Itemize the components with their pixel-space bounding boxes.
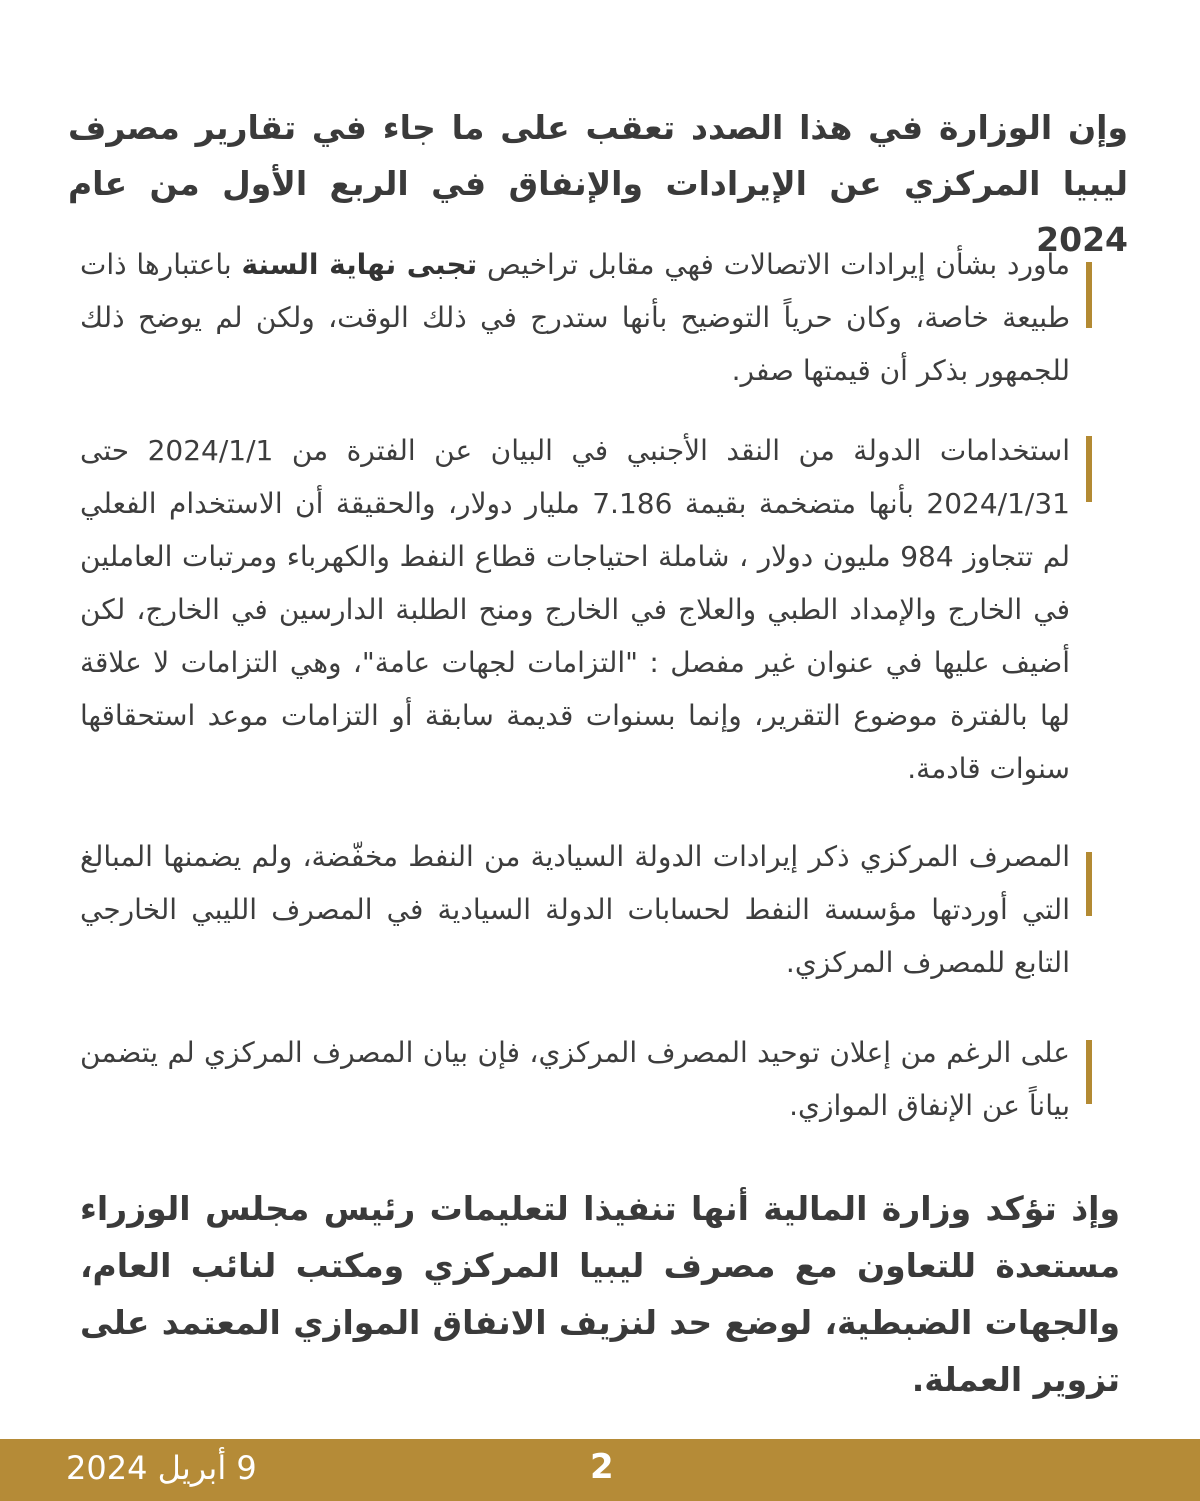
bullet-bar-2 (1086, 436, 1092, 502)
bullet-bar-1 (1086, 262, 1092, 328)
item-1-rest: باعتبارها ذات طبيعة خاصة، وكان حرياً التوضيح بأنها ستدرج في ذلك الوقت، ولكن لم يوضح ذلك للجمهور بذكر أن قيمتها صفر. (80, 248, 1070, 387)
footer-date: 9 أبريل 2024 (66, 1449, 257, 1487)
list-item-oil-revenue: المصرف المركزي ذكر إيرادات الدولة السيادية من النفط مخفّضة، ولم يضمنها المبالغ التي أوردتها مؤسسة النفط لحسابات الدولة السيادية في المصرف الليبي الخارجي التابع للمصرف المركزي. (80, 840, 1070, 979)
bullet-bar-3 (1086, 852, 1092, 916)
page-footer (0, 1439, 1200, 1501)
list-item-foreign-currency: استخدامات الدولة من النقد الأجنبي في البيان عن الفترة من 2024/1/1 حتى 2024/1/31 بأنها متضخمة بقيمة 7.186 مليار دولار، والحقيقة أن الاستخدام الفعلي لم تتجاوز 984 مليون دولار ، شاملة احتياجات قطاع النفط والكهرباء ومرتبات العاملين في الخارج والإمداد الطبي والعلاج في الخارج ومنح الطلبة الدارسين في الخارج، لكن أضيف عليها في عنوان غير مفصل : "التزامات لجهات عامة"، وهي التزامات لا علاقة لها بالفترة موضوع التقرير، وإنما بسنوات قديمة سابقة أو التزامات موعد استحقاقها سنوات قادمة. (80, 434, 1070, 785)
list-item-parallel-spending: على الرغم من إعلان توحيد المصرف المركزي، فإن بيان المصرف المركزي لم يتضمن بياناً عن الإنفاق الموازي. (80, 1036, 1070, 1122)
closing-statement: وإذ تؤكد وزارة المالية أنها تنفيذا لتعليمات رئيس مجلس الوزراء مستعدة للتعاون مع مصرف ليبيا المركزي ومكتب لنائب العام، والجهات الضبطية، لوضع حد لنزيف الانفاق الموازي المعتمد على تزوير العملة. (80, 1189, 1120, 1399)
page-number: 2 (590, 1447, 614, 1487)
bullet-bar-4 (1086, 1040, 1092, 1104)
item-1-prefix: ماورد بشأن إيرادات الاتصالات فهي مقابل تراخيص (477, 248, 1071, 281)
item-1-emphasis: تجبى نهاية السنة (241, 248, 478, 281)
section-heading: وإن الوزارة في هذا الصدد تعقب على ما جاء في تقارير مصرف ليبيا المركزي عن الإيرادات والإنفاق في الربع الأول من عام 2024 (68, 108, 1128, 259)
list-item-telecom-revenue (80, 238, 1070, 397)
